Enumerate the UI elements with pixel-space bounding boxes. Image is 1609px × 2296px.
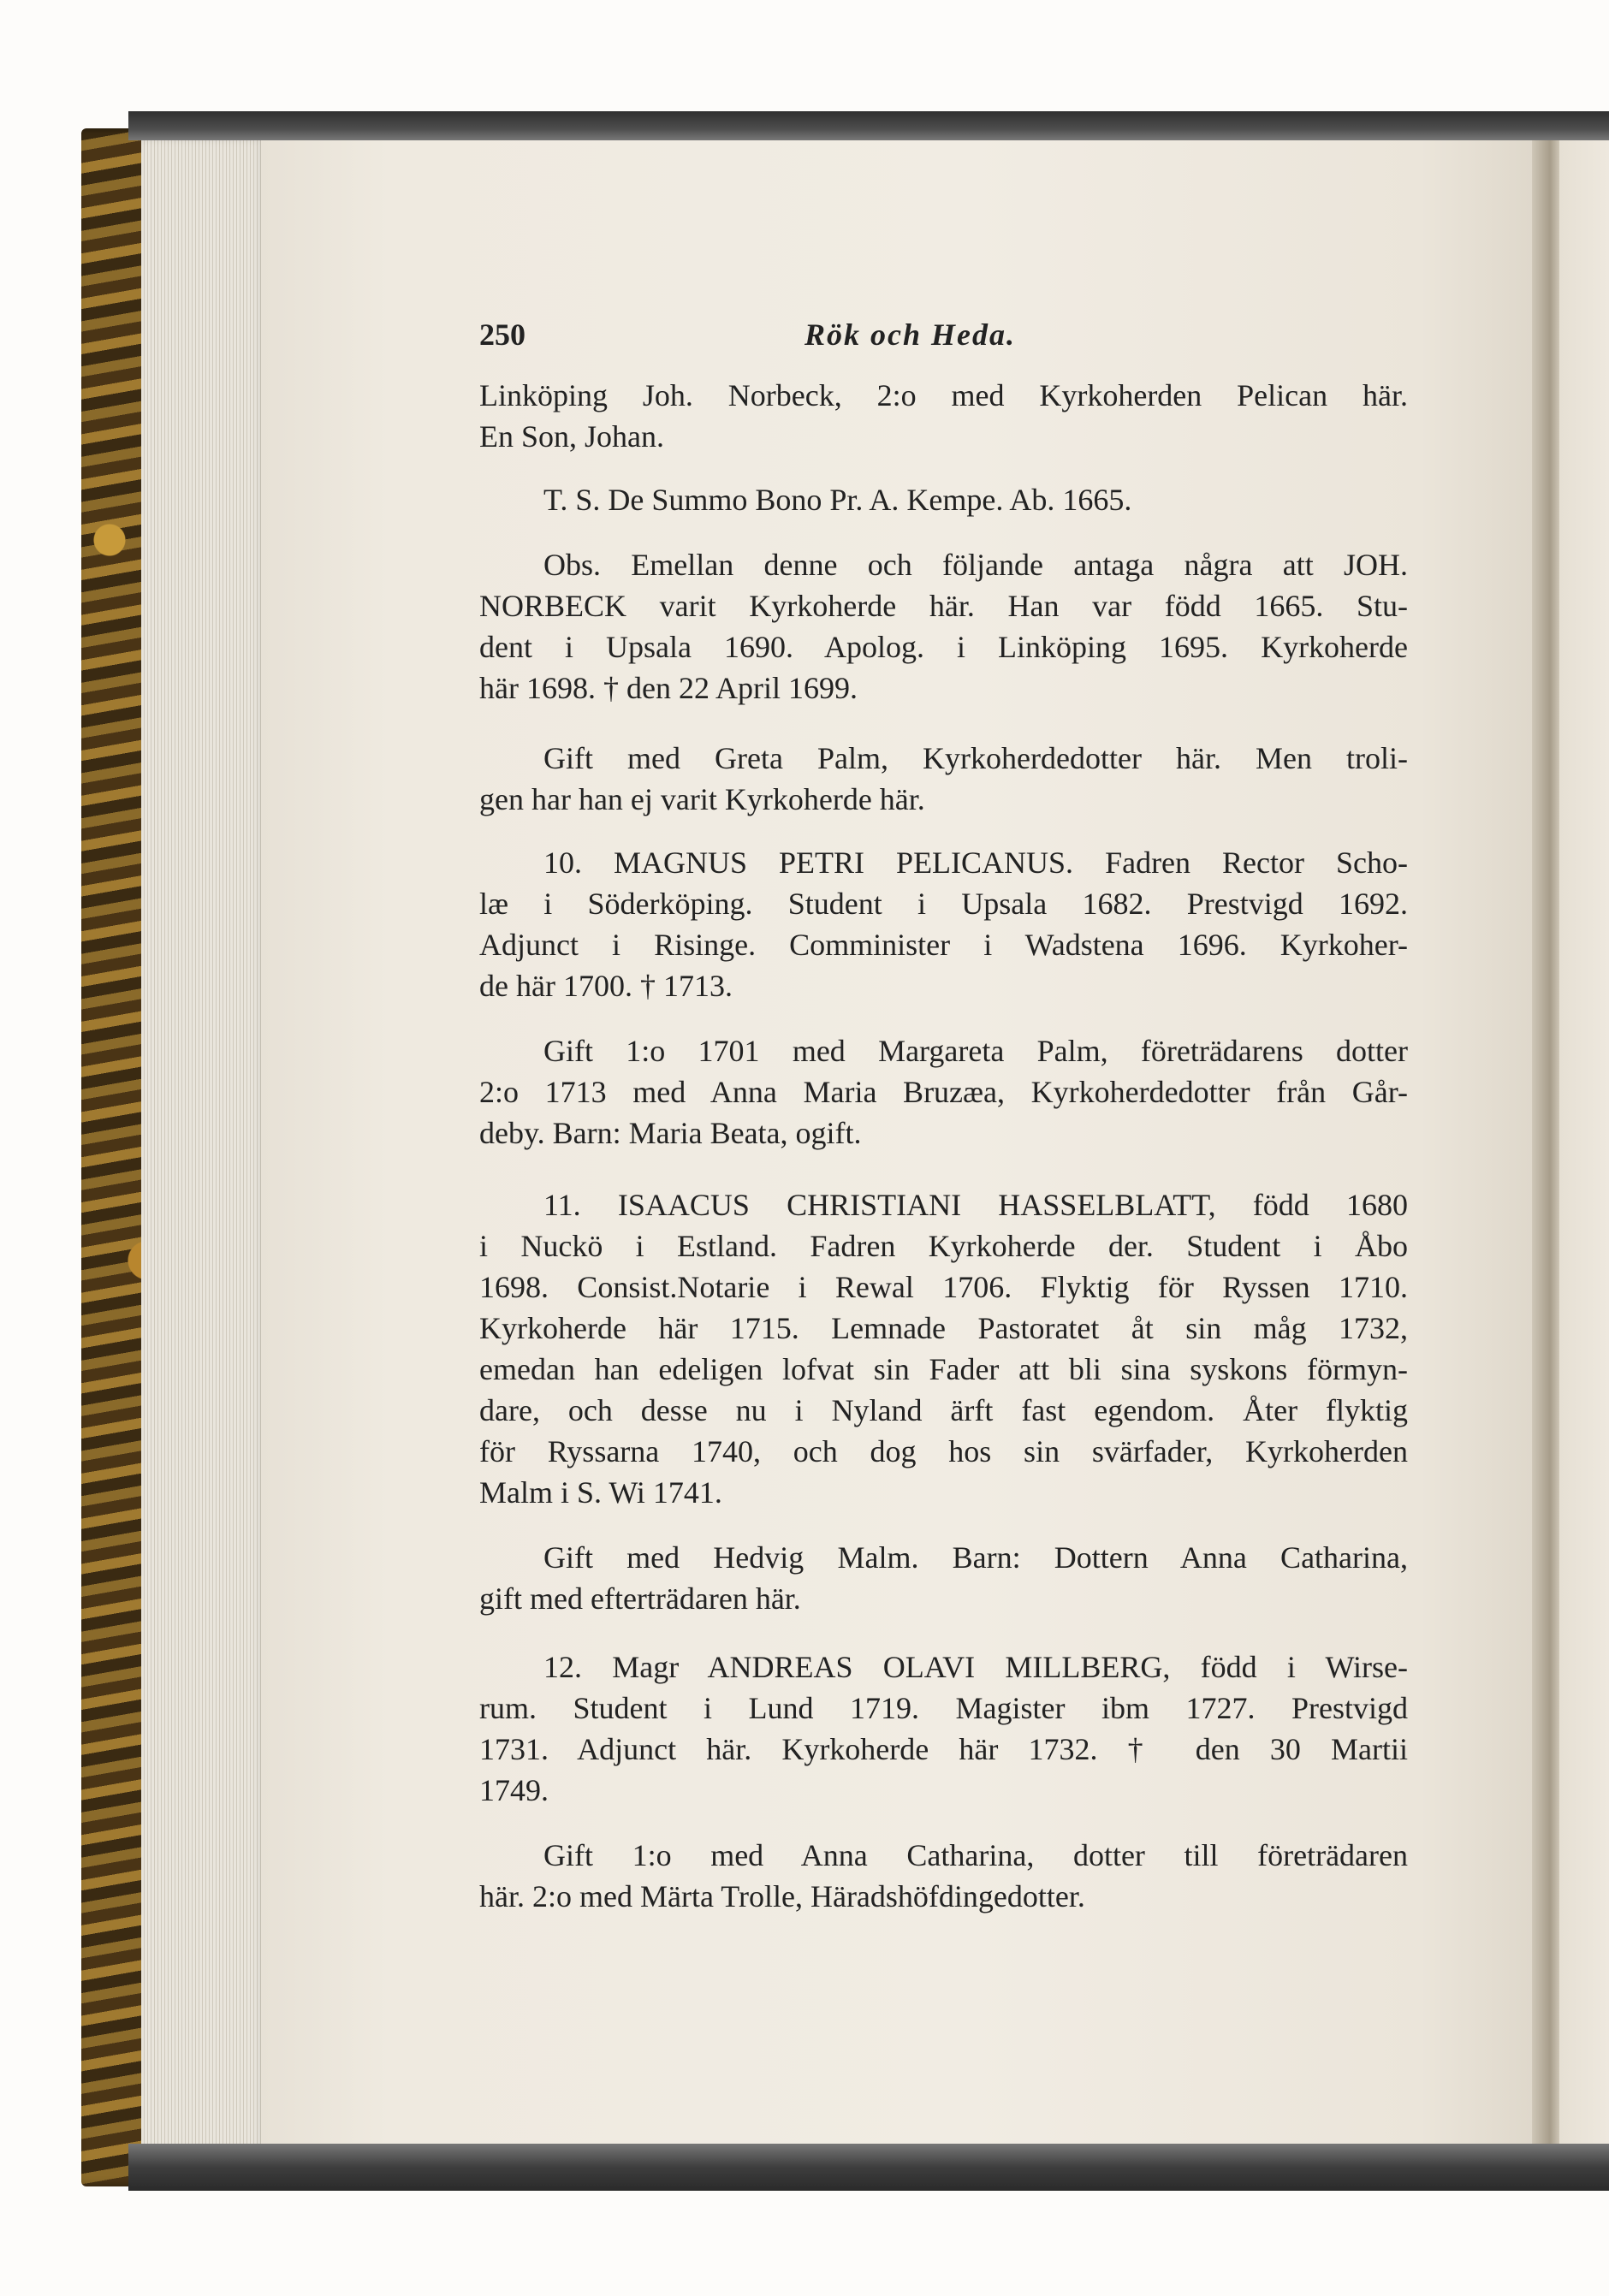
text-line: här. 2:o med Märta Trolle, Häradshöfdingedotter.: [479, 1879, 1085, 1913]
facing-page-edge: [1559, 128, 1609, 2165]
text-line: En Son, Johan.: [479, 419, 664, 454]
bottom-binding: [128, 2144, 1609, 2191]
top-binding: [128, 111, 1609, 140]
page-header: [479, 317, 1408, 359]
text-line: læ i Söderköping. Student i Upsala 1682. Prestvigd 1692.: [479, 887, 1408, 921]
text-line: de här 1700. † 1713.: [479, 969, 733, 1003]
text-line: Gift 1:o 1701 med Margareta Palm, företrädarens dotter: [543, 1034, 1408, 1068]
text-line: 2:o 1713 med Anna Maria Bruzæa, Kyrkoherdedotter från Går-: [479, 1075, 1408, 1109]
text-line: Gift med Greta Palm, Kyrkoherdedotter här. Men troli-: [543, 741, 1408, 775]
text-line: Adjunct i Risinge. Comminister i Wadstena 1696. Kyrkoher-: [479, 928, 1408, 962]
text-line: Obs. Emellan denne och följande antaga några att JOH.: [543, 548, 1408, 582]
text-line: 10. MAGNUS PETRI PELICANUS. Fadren Rector Scho-: [543, 845, 1408, 880]
text-line: deby. Barn: Maria Beata, ogift.: [479, 1116, 862, 1150]
text-line: dent i Upsala 1690. Apolog. i Linköping 1695. Kyrkoherde: [479, 630, 1408, 664]
text-line: gen har han ej varit Kyrkoherde här.: [479, 782, 925, 816]
text-line: emedan han edeligen lofvat sin Fader att bli sina syskons förmyn-: [479, 1352, 1408, 1386]
text-line: dare, och desse nu i Nyland ärft fast egendom. Åter flyktig: [479, 1393, 1408, 1427]
text-line: Gift med Hedvig Malm. Barn: Dottern Anna Catharina,: [543, 1540, 1408, 1575]
text-line: i Nuckö i Estland. Fadren Kyrkoherde der. Student i Åbo: [479, 1229, 1408, 1263]
text-line: 12. Magr ANDREAS OLAVI MILLBERG, född i Wirse-: [543, 1650, 1408, 1684]
text-line: Malm i S. Wi 1741.: [479, 1475, 722, 1510]
text-line: för Ryssarna 1740, och dog hos sin svärfader, Kyrkoherden: [479, 1434, 1408, 1468]
running-title: Rök och Heda.: [804, 317, 1016, 352]
text-line: NORBECK varit Kyrkoherde här. Han var född 1665. Stu-: [479, 589, 1408, 623]
page-edges: [141, 137, 270, 2161]
text-line: 11. ISAACUS CHRISTIANI HASSELBLATT, född 1680: [543, 1188, 1408, 1222]
text-line: Gift 1:o med Anna Catharina, dotter till företrädaren: [543, 1838, 1408, 1872]
text-line: Linköping Joh. Norbeck, 2:o med Kyrkoherden Pelican här.: [479, 378, 1408, 412]
text-line: här 1698. † den 22 April 1699.: [479, 671, 858, 705]
gutter: [1532, 128, 1562, 2165]
text-line: 1731. Adjunct här. Kyrkoherde här 1732. † den 30 Martii: [479, 1732, 1408, 1766]
page-number: 250: [479, 317, 525, 352]
text-line: rum. Student i Lund 1719. Magister ibm 1727. Prestvigd: [479, 1691, 1408, 1725]
text-line: 1749.: [479, 1773, 549, 1807]
text-line: 1698. Consist.Notarie i Rewal 1706. Flyktig för Ryssen 1710.: [479, 1270, 1408, 1304]
text-line: gift med efterträdaren här.: [479, 1581, 801, 1616]
text-line: Kyrkoherde här 1715. Lemnade Pastoratet åt sin måg 1732,: [479, 1311, 1408, 1345]
text-line: T. S. De Summo Bono Pr. A. Kempe. Ab. 1665.: [543, 483, 1132, 517]
